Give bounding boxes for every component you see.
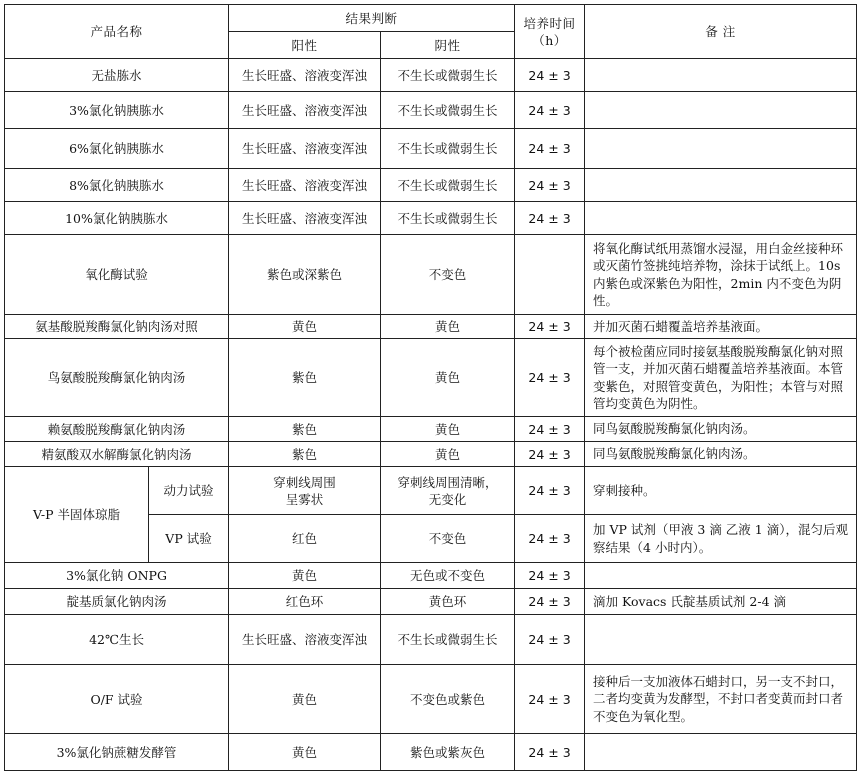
row-time: 24 ± 3 (515, 92, 585, 129)
row-name: 靛基质氯化钠肉汤 (5, 589, 229, 615)
row-negative: 紫色或紫灰色 (381, 734, 515, 771)
row-positive: 紫色或深紫色 (229, 235, 381, 315)
row-negative-line1: 穿刺线周围清晰， (397, 474, 498, 490)
row-note: 每个被检菌应同时接氨基酸脱羧酶氯化钠对照管一支，并加灭菌石蜡覆盖培养基液面。本管变紫色，对照管变黄色，为阳性；本管与对照管均变黄色为阴性。 (585, 339, 857, 417)
row-negative: 黄色环 (381, 589, 515, 615)
row-name: 10%氯化钠胰胨水 (5, 202, 229, 235)
row-note (585, 59, 857, 92)
row-note (585, 129, 857, 169)
table-row (5, 665, 857, 734)
row-negative: 不变色 (381, 235, 515, 315)
row-positive: 红色环 (229, 589, 381, 615)
row-time: 24 ± 3 (515, 563, 585, 589)
row-note (585, 169, 857, 202)
row-name: 氨基酸脱羧酶氯化钠肉汤对照 (5, 315, 229, 339)
vp-group-name: V-P 半固体琼脂 (5, 467, 149, 563)
row-positive: 紫色 (229, 417, 381, 442)
vp-sub-name: 动力试验 (149, 467, 229, 515)
row-negative (381, 467, 515, 515)
row-time: 24 ± 3 (515, 339, 585, 417)
row-time: 24 ± 3 (515, 442, 585, 467)
row-time: 24 ± 3 (515, 734, 585, 771)
table-row (5, 589, 857, 615)
header-positive: 阳性 (229, 32, 381, 59)
header-culture-time (515, 5, 585, 59)
row-positive: 黄色 (229, 563, 381, 589)
row-negative: 不变色 (381, 515, 515, 563)
header-product-name: 产品名称 (5, 5, 229, 59)
row-note (585, 734, 857, 771)
row-time: 24 ± 3 (515, 417, 585, 442)
table-row (5, 467, 857, 515)
row-name: 6%氯化钠胰胨水 (5, 129, 229, 169)
row-note: 同鸟氨酸脱羧酶氯化钠肉汤。 (585, 417, 857, 442)
row-note: 并加灭菌石蜡覆盖培养基液面。 (585, 315, 857, 339)
row-negative: 不生长或微弱生长 (381, 92, 515, 129)
row-negative: 黄色 (381, 315, 515, 339)
row-note (585, 563, 857, 589)
row-negative-line2: 无变化 (428, 491, 467, 507)
row-time: 24 ± 3 (515, 515, 585, 563)
row-time: 24 ± 3 (515, 59, 585, 92)
row-positive: 黄色 (229, 665, 381, 734)
row-positive: 紫色 (229, 339, 381, 417)
row-positive: 生长旺盛、溶液变浑浊 (229, 169, 381, 202)
table-row (5, 615, 857, 665)
row-name: 精氨酸双水解酶氯化钠肉汤 (5, 442, 229, 467)
row-positive: 生长旺盛、溶液变浑浊 (229, 92, 381, 129)
table-row (5, 202, 857, 235)
row-time: 24 ± 3 (515, 169, 585, 202)
row-note (585, 615, 857, 665)
row-name: 3%氯化钠胰胨水 (5, 92, 229, 129)
row-negative: 黄色 (381, 339, 515, 417)
row-note: 同鸟氨酸脱羧酶氯化钠肉汤。 (585, 442, 857, 467)
table-row (5, 315, 857, 339)
row-positive-line2: 呈雾状 (285, 491, 324, 507)
header-row (5, 5, 857, 32)
row-positive: 生长旺盛、溶液变浑浊 (229, 59, 381, 92)
header-culture-time-line1: 培养时间 (523, 15, 576, 31)
row-negative: 不生长或微弱生长 (381, 129, 515, 169)
row-name: O/F 试验 (5, 665, 229, 734)
table-row (5, 169, 857, 202)
row-negative: 不生长或微弱生长 (381, 202, 515, 235)
row-name: 8%氯化钠胰胨水 (5, 169, 229, 202)
table-row (5, 59, 857, 92)
table-row (5, 734, 857, 771)
row-positive-line1: 穿刺线周围 (273, 474, 336, 490)
row-positive: 紫色 (229, 442, 381, 467)
row-time: 24 ± 3 (515, 665, 585, 734)
row-note: 滴加 Kovacs 氏靛基质试剂 2-4 滴 (585, 589, 857, 615)
row-name: 42℃生长 (5, 615, 229, 665)
row-name: 氧化酶试验 (5, 235, 229, 315)
row-note: 穿刺接种。 (585, 467, 857, 515)
header-culture-time-line2: （h） (532, 32, 567, 48)
table-row (5, 339, 857, 417)
row-name: 赖氨酸脱羧酶氯化钠肉汤 (5, 417, 229, 442)
row-positive: 生长旺盛、溶液变浑浊 (229, 615, 381, 665)
table-row (5, 129, 857, 169)
table-row (5, 235, 857, 315)
row-name: 鸟氨酸脱羧酶氯化钠肉汤 (5, 339, 229, 417)
row-time: 24 ± 3 (515, 589, 585, 615)
row-name: 无盐胨水 (5, 59, 229, 92)
row-positive: 生长旺盛、溶液变浑浊 (229, 202, 381, 235)
row-negative: 黄色 (381, 442, 515, 467)
row-time: 24 ± 3 (515, 129, 585, 169)
row-note (585, 202, 857, 235)
header-remarks: 备 注 (585, 5, 857, 59)
table-row (5, 417, 857, 442)
row-positive: 红色 (229, 515, 381, 563)
table-row (5, 563, 857, 589)
row-time: 24 ± 3 (515, 467, 585, 515)
vp-sub-name: VP 试验 (149, 515, 229, 563)
row-negative: 不生长或微弱生长 (381, 169, 515, 202)
table-row (5, 442, 857, 467)
row-time: 24 ± 3 (515, 202, 585, 235)
row-positive: 黄色 (229, 315, 381, 339)
row-name: 3%氯化钠蔗糖发酵管 (5, 734, 229, 771)
row-negative: 不生长或微弱生长 (381, 59, 515, 92)
row-negative: 黄色 (381, 417, 515, 442)
row-note: 接种后一支加液体石蜡封口，另一支不封口，二者均变黄为发酵型，不封口者变黄而封口者不变色为氧化型。 (585, 665, 857, 734)
row-time: 24 ± 3 (515, 615, 585, 665)
row-positive (229, 467, 381, 515)
table-row (5, 92, 857, 129)
header-result-judgment: 结果判断 (229, 5, 515, 32)
header-negative: 阴性 (381, 32, 515, 59)
row-note: 将氧化酶试纸用蒸馏水浸湿，用白金丝接种环或灭菌竹签挑纯培养物，涂抹于试纸上。10s 内紫色或深紫色为阳性，2min 内不变色为阴性。 (585, 235, 857, 315)
row-positive: 黄色 (229, 734, 381, 771)
row-negative: 不生长或微弱生长 (381, 615, 515, 665)
test-results-table (4, 4, 857, 771)
row-time: 24 ± 3 (515, 315, 585, 339)
row-positive: 生长旺盛、溶液变浑浊 (229, 129, 381, 169)
row-note: 加 VP 试剂（甲液 3 滴 乙液 1 滴），混匀后观察结果（4 小时内）。 (585, 515, 857, 563)
row-name: 3%氯化钠 ONPG (5, 563, 229, 589)
row-note (585, 92, 857, 129)
row-negative: 不变色或紫色 (381, 665, 515, 734)
row-time (515, 235, 585, 315)
row-negative: 无色或不变色 (381, 563, 515, 589)
